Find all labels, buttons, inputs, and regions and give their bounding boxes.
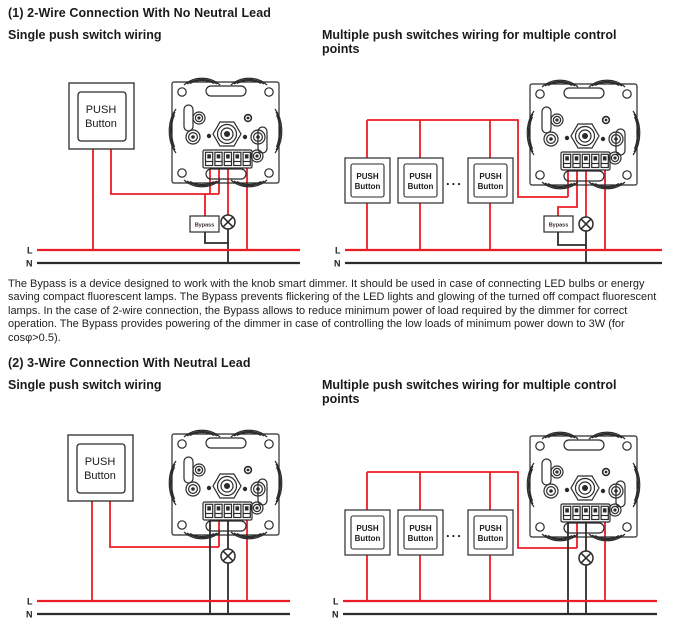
neutral-wires [205,229,228,263]
push-button [345,158,390,203]
section2-right-subtitle: Multiple push switches wiring for multiple control points [322,378,617,406]
push-label: PUSH [409,524,432,533]
section1-right-subtitle: Multiple push switches wiring for multiple control points [322,28,617,56]
bypass-box [544,216,573,232]
push-label: Button [407,534,434,543]
bypass-label: Bypass [194,222,215,229]
push-label: PUSH [356,172,379,181]
push-button [398,510,443,555]
neutral-label: N [26,258,33,269]
section1-left-subtitle: Single push switch wiring [8,28,162,42]
section2-title: (2) 3-Wire Connection With Neutral Lead [8,356,251,370]
push-label: PUSH [85,104,117,116]
push-label: Button [85,118,117,130]
live-label: L [27,245,33,256]
dimmer-mechanism [169,430,282,539]
push-button [345,510,390,555]
push-label: Button [84,470,116,482]
push-button [398,158,443,203]
push-label: PUSH [479,524,502,533]
lamp-icon [221,215,235,229]
diagram-3wire-multiple [332,432,657,619]
diagram-2wire-single [26,78,300,268]
ellipsis-dots: ... [446,173,463,188]
push-label: Button [354,182,381,191]
dimmer-mechanism [169,78,282,187]
lamp-icon [579,551,593,565]
bypass-note: The Bypass is a device designed to work with the knob smart dimmer. It should be used in case of connecting LED bulbs or energy saving compact fluorescent lamps. The Bypass prevents flickering of the LED lights and glowing of the turned off compact fluorescent lamps. In the case of 2-wire connection, the Bypass allows to reduce minimum power of load required by the dimmer for correct operation. The Bypass provides powering of the dimmer in case of controlling the low loads of minimum power down to 3W (for cosφ>0.5). [8,278,657,344]
neutral-label: N [26,609,33,620]
push-button [69,83,134,149]
diagram-2wire-multiple [334,80,662,268]
bypass-box [190,216,219,232]
dimmer-mechanism [527,432,640,541]
push-button [468,158,513,203]
section1-title: (1) 2-Wire Connection With No Neutral Lead [8,6,272,20]
live-label: L [333,596,339,607]
push-label: Button [477,534,504,543]
push-label: Button [407,182,434,191]
push-label: Button [477,182,504,191]
section2-left-subtitle: Single push switch wiring [8,378,162,392]
dimmer-mechanism [527,80,640,189]
diagram-3wire-single [26,430,290,619]
push-button [68,435,133,501]
bypass-label: Bypass [548,222,569,229]
push-button [468,510,513,555]
neutral-label: N [334,258,341,269]
live-label: L [27,596,33,607]
push-label: PUSH [84,456,116,468]
lamp-icon [221,549,235,563]
push-label: PUSH [479,172,502,181]
neutral-label: N [332,609,339,620]
ellipsis-dots: ... [446,525,463,540]
live-label: L [335,245,341,256]
push-label: Button [354,534,381,543]
push-label: PUSH [356,524,379,533]
push-label: PUSH [409,172,432,181]
neutral-wires [558,231,586,263]
lamp-icon [579,217,593,231]
